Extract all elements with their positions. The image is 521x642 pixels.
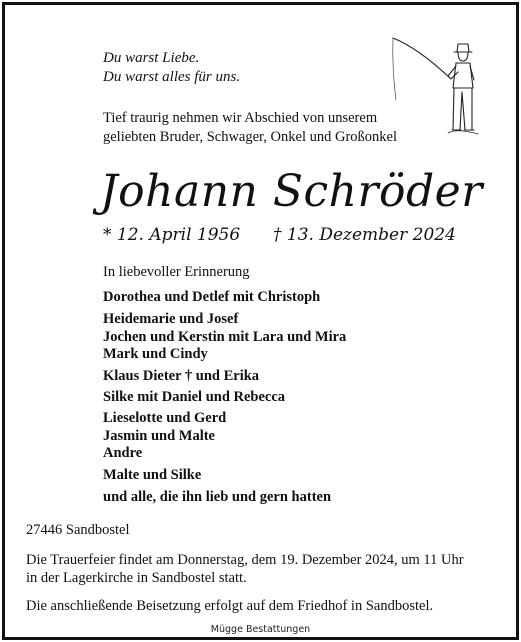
family-group-7 xyxy=(103,489,331,507)
funeral-line-1: Die Trauerfeier findet am Donnerstag, dem 19. Dezember 2024, um 11 Uhr xyxy=(26,552,464,568)
family-group-5 xyxy=(103,410,226,463)
family-group-3 xyxy=(103,368,259,386)
family-line: und alle, die ihn lieb und gern hatten xyxy=(103,489,332,505)
burial-info: Die anschließende Beisetzung erfolgt auf dem Friedhof in Sandbostel. xyxy=(26,598,434,614)
family-group-6 xyxy=(103,467,201,485)
family-group-2 xyxy=(103,311,346,364)
family-line: Jasmin und Malte xyxy=(103,427,215,444)
funeral-line-2: in der Lagerkirche in Sandbostel statt. xyxy=(26,570,247,586)
location: 27446 Sandbostel xyxy=(26,522,130,538)
quote-line-2: Du warst alles für uns. xyxy=(103,69,241,85)
obituary-frame xyxy=(2,2,519,640)
family-line: Jochen und Kerstin mit Lara und Mira xyxy=(103,328,347,345)
undertaker-footer: Mügge Bestattungen xyxy=(210,624,311,635)
family-line: Silke mit Daniel und Rebecca xyxy=(103,389,286,405)
family-line: Heidemarie und Josef xyxy=(103,311,239,327)
quote-line-1: Du warst Liebe. xyxy=(103,50,200,66)
memory-line: In liebevoller Erinnerung xyxy=(103,264,250,280)
family-line: Malte und Silke xyxy=(103,467,202,483)
intro-line-2: geliebten Bruder, Schwager, Onkel und Großonkel xyxy=(103,129,397,145)
family-line: Lieselotte und Gerd xyxy=(103,410,227,426)
family-line: Dorothea und Detlef mit Christoph xyxy=(103,289,321,305)
family-line: Andre xyxy=(103,445,143,461)
family-group-4 xyxy=(103,389,285,407)
deceased-name: Johann Schröder xyxy=(100,166,483,217)
family-group-1 xyxy=(103,289,320,307)
family-line: Klaus Dieter † und Erika xyxy=(103,368,260,384)
death-date: † 13. Dezember 2024 xyxy=(272,225,456,245)
intro-line-1: Tief traurig nehmen wir Abschied von unserem xyxy=(103,110,378,126)
birth-date: * 12. April 1956 xyxy=(103,225,241,245)
family-line: Mark und Cindy xyxy=(103,346,208,362)
fisherman-icon xyxy=(388,30,498,145)
